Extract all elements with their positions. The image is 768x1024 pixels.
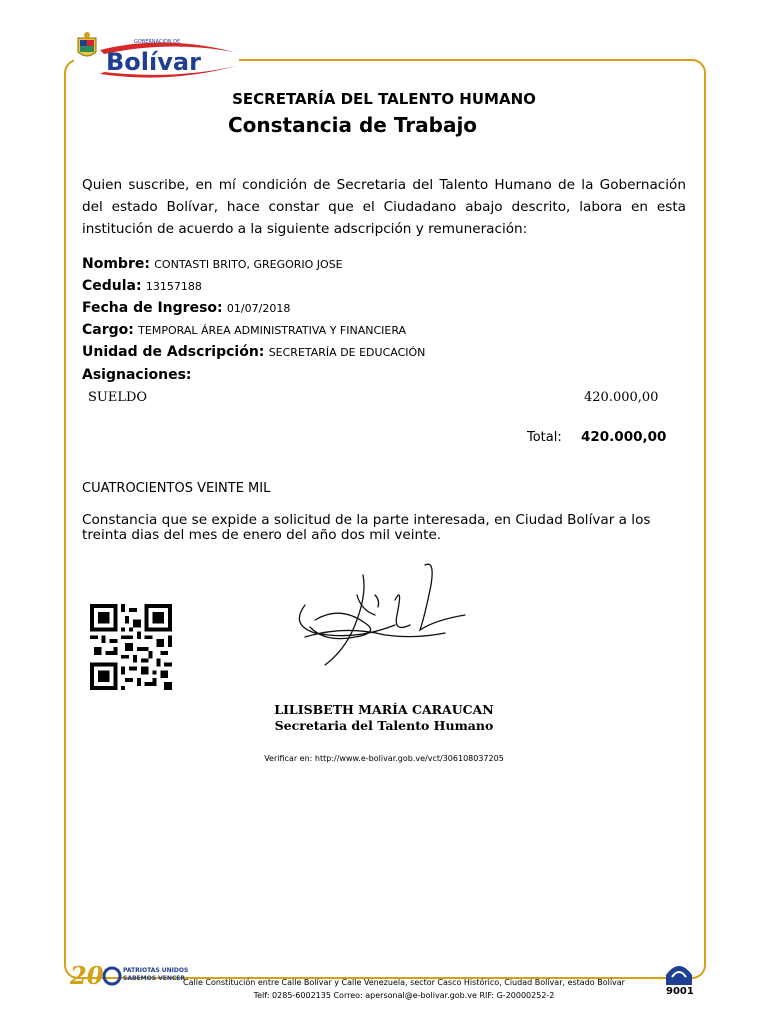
asignaciones-label: Asignaciones:: [82, 367, 192, 383]
field-nombre: [82, 256, 343, 272]
document-title: Constancia de Trabajo: [227, 113, 478, 137]
department-heading: SECRETARÍA DEL TALENTO HUMANO: [232, 90, 536, 108]
coat-of-arms-icon: [78, 32, 96, 56]
svg-text:Bolívar: Bolívar: [106, 48, 201, 76]
field-cargo: [82, 322, 406, 338]
field-unidad: [82, 344, 425, 360]
nombre-label: Nombre:: [82, 256, 150, 272]
signer-title: Secretaria del Talento Humano: [274, 718, 494, 733]
total-value: 420.000,00: [581, 429, 667, 445]
handwritten-signature: [285, 555, 475, 680]
svg-text:20: 20: [70, 961, 104, 990]
asignacion-concepto: SUELDO: [88, 390, 148, 405]
cargo-label: Cargo:: [82, 322, 134, 338]
field-ingreso: [82, 300, 290, 316]
svg-text:PATRIOTAS UNIDOS: PATRIOTAS UNIDOS: [123, 967, 189, 974]
footer-address: Calle Constitución entre Calle Bolívar y Calle Venezuela, sector Casco Histórico, Ciudad Bolívar, estado Bolívar: [183, 978, 625, 987]
nombre-value: CONTASTI BRITO, GREGORIO JOSE: [154, 258, 343, 271]
cedula-label: Cedula:: [82, 278, 142, 294]
unidad-label: Unidad de Adscripción:: [82, 344, 265, 360]
asignacion-monto: 420.000,00: [584, 390, 659, 405]
ingreso-label: Fecha de Ingreso:: [82, 300, 223, 316]
intro-paragraph: Quien suscribe, en mí condición de Secretaria del Talento Humano de la Gobernación del estado Bolívar, hace constar que el Ciudadano abajo descrito, labora en esta institución de acuerdo a la siguiente adscripción y remuneración:: [82, 177, 686, 237]
total-label: Total:: [527, 430, 562, 445]
amount-in-words: CUATROCIENTOS VEINTE MIL: [82, 481, 271, 496]
verification-link[interactable]: Verificar en: http://www.e-bolivar.gob.ve/vct/306108037205: [264, 754, 504, 763]
cargo-value: TEMPORAL ÁREA ADMINISTRATIVA Y FINANCIERA: [138, 324, 407, 337]
cedula-value: 13157188: [145, 280, 202, 293]
svg-text:SABEMOS VENCER: SABEMOS VENCER: [123, 975, 186, 982]
footer-address-block: [0, 976, 768, 1002]
signer-name: LILISBETH MARÍA CARAUCAN: [274, 702, 494, 717]
field-cedula: [82, 278, 202, 294]
field-asignaciones: [82, 367, 192, 383]
ingreso-value: 01/07/2018: [226, 302, 291, 315]
closing-paragraph: Constancia que se expide a solicitud de la parte interesada, en Ciudad Bolívar a los treinta dias del mes de enero del año dos mil veinte.: [82, 512, 651, 543]
svg-text:GOBERNACIÓN DE: GOBERNACIÓN DE: [134, 39, 181, 45]
unidad-value: SECRETARÍA DE EDUCACIÓN: [268, 346, 426, 359]
qr-code: [90, 604, 172, 690]
footer-contact: Telf: 0285-6002135 Correo: apersonal@e-bolivar.gob.ve RIF: G-20000252-2: [253, 991, 555, 1000]
gobernacion-bolivar-logo: [74, 30, 239, 82]
svg-text:9001: 9001: [666, 986, 694, 997]
